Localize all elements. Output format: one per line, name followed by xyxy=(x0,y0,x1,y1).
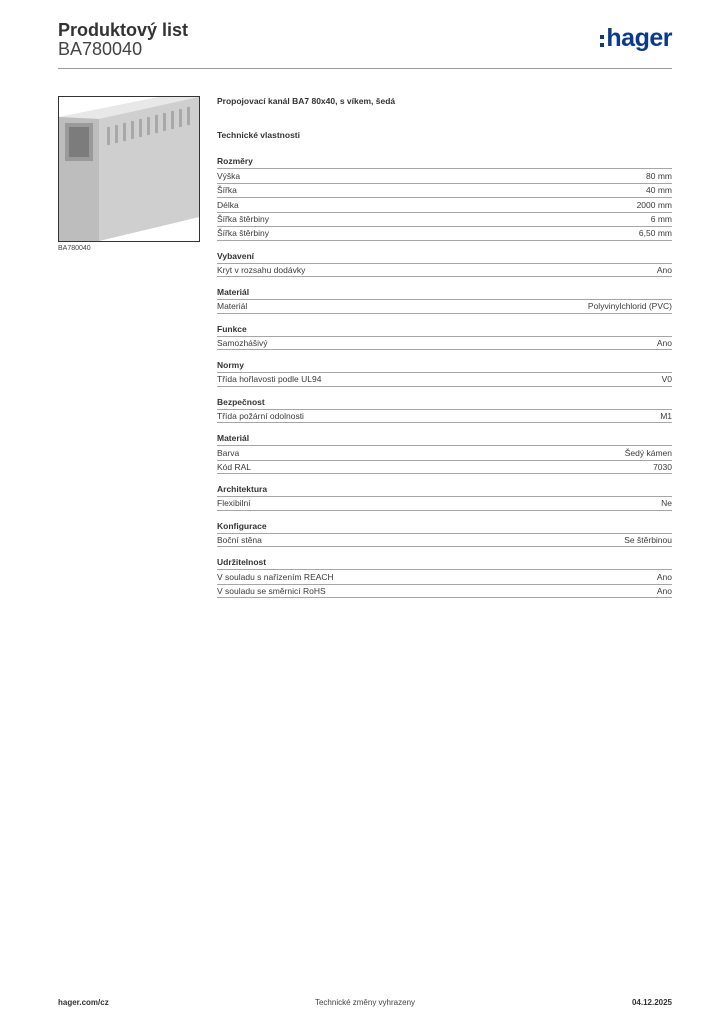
spec-row xyxy=(217,226,672,241)
product-image xyxy=(58,96,200,242)
spec-section xyxy=(217,433,672,474)
spec-row xyxy=(217,533,672,548)
spec-section xyxy=(217,324,672,351)
document-title: Produktový list xyxy=(58,20,189,40)
section-title: Rozměry xyxy=(217,156,253,166)
product-details xyxy=(217,95,672,598)
spec-label: Samozhášivý xyxy=(217,337,268,348)
section-title: Udržitelnost xyxy=(217,557,267,567)
spec-label: Kód RAL xyxy=(217,461,252,472)
spec-label: Boční stěna xyxy=(217,534,262,545)
spec-label: Třída požární odolnosti xyxy=(217,410,304,421)
spec-row xyxy=(217,569,672,584)
spec-value: V0 xyxy=(661,374,672,385)
spec-label: Materiál xyxy=(217,301,248,312)
spec-row xyxy=(217,336,672,351)
spec-row xyxy=(217,445,672,460)
cable-duct-illustration xyxy=(59,97,199,241)
spec-section xyxy=(217,287,672,314)
section-title: Normy xyxy=(217,360,244,370)
section-title: Materiál xyxy=(217,287,250,297)
spec-row xyxy=(217,299,672,314)
footer-date: 04.12.2025 xyxy=(631,998,672,1007)
spec-label: Flexibilní xyxy=(217,498,251,509)
footer-note: Technické změny vyhrazeny xyxy=(314,998,416,1007)
spec-value: 40 mm xyxy=(646,185,672,196)
spec-value: Šedý kámen xyxy=(624,447,672,458)
product-name: Propojovací kanál BA7 80x40, s víkem, šedá xyxy=(217,96,396,106)
spec-value: 6 mm xyxy=(650,214,672,225)
spec-section xyxy=(217,557,672,598)
section-title: Funkce xyxy=(217,323,247,334)
spec-label: Délka xyxy=(217,199,239,210)
spec-value: Se štěrbinou xyxy=(624,534,672,545)
spec-section xyxy=(217,360,672,387)
logo-text: hager xyxy=(606,24,672,52)
spec-value: 7030 xyxy=(653,461,672,472)
section-title: Bezpečnost xyxy=(217,396,265,407)
spec-value: 6,50 mm xyxy=(638,228,672,239)
section-title: Konfigurace xyxy=(217,520,267,531)
spec-label: Kryt v rozsahu dodávky xyxy=(217,264,306,275)
spec-row xyxy=(217,183,672,198)
spec-row xyxy=(217,197,672,212)
section-title: Vybavení xyxy=(217,250,255,261)
header-divider xyxy=(58,68,672,69)
spec-label: Výška xyxy=(217,170,241,181)
spec-label: V souladu se směrnicí RoHS xyxy=(217,585,326,596)
section-title: Architektura xyxy=(217,484,268,494)
spec-sections xyxy=(217,156,672,598)
footer-website-link[interactable]: hager.com/cz xyxy=(58,998,109,1007)
section-title: Materiál xyxy=(217,433,250,443)
spec-row xyxy=(217,460,672,475)
spec-row xyxy=(217,168,672,183)
product-code: BA780040 xyxy=(58,39,143,59)
spec-section xyxy=(217,521,672,548)
spec-section xyxy=(217,251,672,278)
spec-label: Šířka štěrbiny xyxy=(217,214,269,225)
spec-section xyxy=(217,484,672,511)
spec-row xyxy=(217,212,672,227)
image-caption: BA780040 xyxy=(58,245,91,252)
spec-label: Šířka xyxy=(217,185,237,196)
hager-logo xyxy=(600,26,672,51)
spec-value: 80 mm xyxy=(646,170,672,181)
spec-section xyxy=(217,397,672,424)
spec-label: V souladu s nařízením REACH xyxy=(217,571,334,582)
spec-row xyxy=(217,409,672,424)
logo-dots-icon xyxy=(600,35,604,47)
spec-value: M1 xyxy=(660,410,672,421)
spec-label: Barva xyxy=(217,447,240,458)
spec-row xyxy=(217,584,672,599)
spec-label: Třída hořlavosti podle UL94 xyxy=(217,374,322,385)
spec-label: Šířka štěrbiny xyxy=(217,228,269,239)
spec-value: Ano xyxy=(656,571,672,582)
spec-row xyxy=(217,496,672,511)
spec-value: Ano xyxy=(656,337,672,348)
spec-value: Ne xyxy=(661,498,672,509)
spec-row xyxy=(217,263,672,278)
spec-value: 2000 mm xyxy=(636,199,672,210)
technical-properties-heading: Technické vlastnosti xyxy=(217,130,300,140)
spec-value: Ano xyxy=(656,264,672,275)
spec-value: Polyvinylchlorid (PVC) xyxy=(587,301,672,312)
spec-section xyxy=(217,156,672,241)
spec-row xyxy=(217,372,672,387)
spec-value: Ano xyxy=(656,585,672,596)
